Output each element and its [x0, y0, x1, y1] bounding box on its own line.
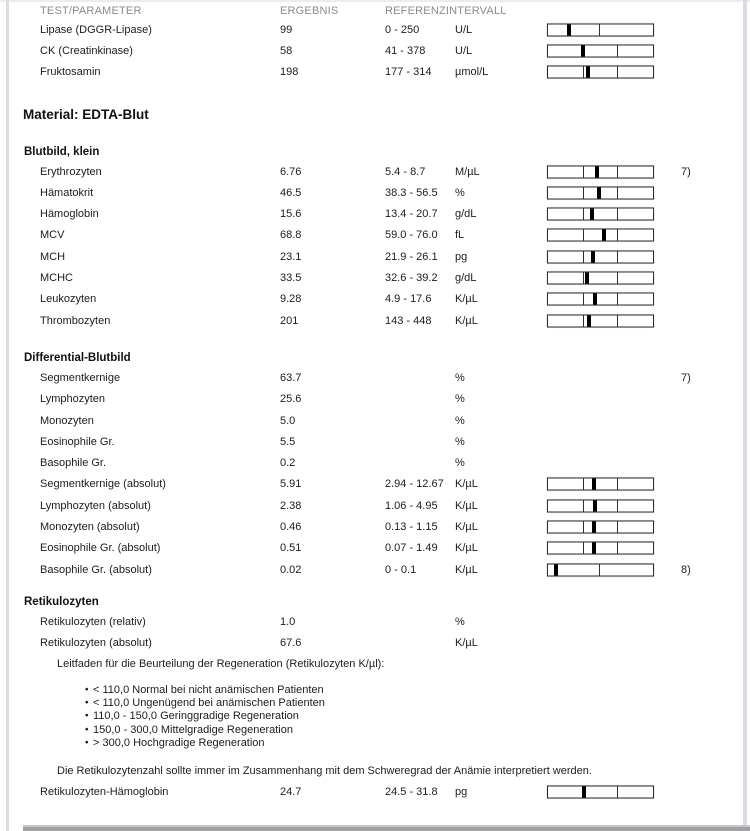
guideline-intro-text: Leitfaden für die Beurteilung der Regeneration (Retikulozyten K/µl):	[57, 658, 385, 671]
chemistry-rows	[0, 19, 742, 83]
guideline-text: < 110,0 Normal bei nicht anämischen Patienten	[93, 683, 324, 696]
section-differential	[0, 350, 742, 580]
result-sections	[0, 144, 742, 803]
test-name: Retikulozyten (absolut)	[40, 637, 152, 650]
reference-range-bar	[547, 314, 654, 327]
unit-label: U/L	[455, 23, 473, 36]
reference-range-bar	[547, 563, 654, 576]
test-result: 63.7	[280, 371, 302, 384]
footnote-marker: 7)	[681, 371, 691, 384]
test-name: Thrombozyten	[40, 314, 111, 327]
unit-label: g/dL	[455, 272, 477, 285]
test-name: Retikulozyten-Hämoglobin	[40, 786, 169, 799]
reference-range-bar	[547, 44, 654, 57]
result-marker	[590, 209, 594, 220]
reference-range: 38.3 - 56.5	[385, 186, 438, 199]
result-marker	[582, 787, 586, 798]
test-result: 0.02	[280, 563, 302, 576]
test-row	[0, 161, 742, 182]
reference-range-bar	[547, 186, 654, 199]
test-row	[0, 611, 742, 632]
range-divider-line	[583, 294, 584, 305]
bullet-icon: •	[85, 684, 89, 696]
range-divider-line	[617, 787, 618, 798]
test-result: 2.38	[280, 499, 302, 512]
unit-label: %	[455, 435, 465, 448]
unit-label: K/µL	[455, 478, 478, 491]
unit-label: K/µL	[455, 637, 478, 650]
unit-label: K/µL	[455, 499, 478, 512]
reference-range: 5.4 - 8.7	[385, 165, 426, 178]
reference-range: 143 - 448	[385, 314, 432, 327]
range-divider-line	[583, 315, 584, 326]
result-marker	[593, 500, 597, 511]
test-row	[0, 62, 742, 83]
range-divider-line	[583, 273, 584, 284]
range-divider-line	[617, 273, 618, 284]
guideline-item	[0, 723, 742, 736]
test-row	[0, 781, 742, 802]
result-marker	[581, 45, 585, 56]
reference-range-bar	[547, 208, 654, 221]
reference-range-bar	[547, 250, 654, 263]
unit-label: K/µL	[455, 563, 478, 576]
test-result: 5.91	[280, 478, 302, 491]
guideline-note-text: Die Retikulozytenzahl sollte immer im Zusammenhang mit dem Schweregrad der Anämie interpretiert werden.	[57, 764, 592, 777]
bullet-icon: •	[85, 724, 89, 736]
test-name: Segmentkernige	[40, 371, 121, 384]
test-row	[0, 516, 742, 537]
test-name: Lymphozyten (absolut)	[40, 499, 151, 512]
range-divider-line	[599, 564, 600, 575]
guideline-list	[0, 683, 742, 749]
test-result: 9.28	[280, 293, 302, 306]
result-marker	[567, 24, 571, 35]
guideline-text: 110,0 - 150,0 Geringgradige Regeneration	[93, 710, 299, 723]
test-row	[0, 182, 742, 203]
test-row	[0, 452, 742, 473]
reference-range: 0.13 - 1.15	[385, 520, 438, 533]
test-row	[0, 246, 742, 267]
guideline-text: > 300,0 Hochgradige Regeneration	[93, 736, 265, 749]
page-bottom-separator	[23, 825, 750, 831]
test-name: Lymphozyten	[40, 393, 106, 406]
unit-label: %	[455, 615, 465, 628]
unit-label: %	[455, 457, 465, 470]
test-row	[0, 410, 742, 431]
column-header-result: ERGEBNIS	[280, 5, 339, 17]
test-name: Hämatokrit	[40, 186, 94, 199]
table-header-row	[0, 3, 742, 19]
test-result: 198	[280, 66, 299, 79]
range-divider-line	[617, 67, 618, 78]
test-name: Basophile Gr. (absolut)	[40, 563, 152, 576]
test-result: 99	[280, 23, 293, 36]
guideline-item	[0, 683, 742, 696]
section-title: Blutbild, klein	[24, 145, 100, 158]
unit-label: %	[455, 371, 465, 384]
reference-range-bar	[547, 165, 654, 178]
test-name: Hämoglobin	[40, 208, 99, 221]
result-marker	[585, 273, 589, 284]
result-marker	[593, 294, 597, 305]
range-divider-line	[583, 479, 584, 490]
test-result: 5.0	[280, 414, 296, 427]
test-name: Segmentkernige (absolut)	[40, 478, 166, 491]
reference-range: 24.5 - 31.8	[385, 786, 438, 799]
range-divider-line	[617, 294, 618, 305]
test-result: 5.5	[280, 435, 296, 448]
reference-range: 0 - 0.1	[385, 563, 417, 576]
reference-range-bar	[547, 520, 654, 533]
test-row	[0, 203, 742, 224]
test-result: 1.0	[280, 615, 296, 628]
test-name: Erythrozyten	[40, 165, 102, 178]
lab-report-page	[0, 3, 742, 803]
result-marker	[595, 166, 599, 177]
range-divider-line	[583, 67, 584, 78]
test-row	[0, 19, 742, 40]
unit-label: M/µL	[455, 165, 480, 178]
result-marker	[554, 564, 558, 575]
range-divider-line	[617, 543, 618, 554]
test-result: 0.46	[280, 520, 302, 533]
range-divider-line	[617, 230, 618, 241]
test-result: 67.6	[280, 637, 302, 650]
test-row	[0, 40, 742, 61]
test-row	[0, 389, 742, 410]
test-result: 25.6	[280, 393, 302, 406]
result-marker	[597, 187, 601, 198]
unit-label: pg	[455, 786, 468, 799]
reference-range: 59.0 - 76.0	[385, 229, 438, 242]
test-name: Basophile Gr.	[40, 457, 107, 470]
test-row	[0, 559, 742, 580]
test-name: MCH	[40, 250, 66, 263]
reference-range-bar	[547, 229, 654, 242]
test-result: 33.5	[280, 272, 302, 285]
test-result: 0.51	[280, 542, 302, 555]
unit-label: g/dL	[455, 208, 477, 221]
test-row	[0, 495, 742, 516]
page-right-edge	[743, 0, 747, 831]
guideline-text: < 110,0 Ungenügend bei anämischen Patienten	[93, 697, 325, 710]
test-name: Monozyten (absolut)	[40, 520, 140, 533]
range-divider-line	[617, 187, 618, 198]
result-marker	[587, 315, 591, 326]
range-divider-line	[617, 500, 618, 511]
reference-range-bar	[547, 23, 654, 36]
guideline-item	[0, 736, 742, 749]
test-name: MCHC	[40, 272, 73, 285]
guideline-text: 150,0 - 300,0 Mittelgradige Regeneration	[93, 723, 293, 736]
unit-label: µmol/L	[455, 66, 489, 79]
test-name: Fruktosamin	[40, 66, 101, 79]
test-name: Lipase (DGGR-Lipase)	[40, 23, 152, 36]
reference-range-bar	[547, 499, 654, 512]
reference-range: 1.06 - 4.95	[385, 499, 438, 512]
test-name: Eosinophile Gr. (absolut)	[40, 542, 161, 555]
reference-range: 4.9 - 17.6	[385, 293, 432, 306]
bullet-icon: •	[85, 697, 89, 709]
unit-label: K/µL	[455, 520, 478, 533]
range-divider-line	[617, 45, 618, 56]
result-marker	[592, 543, 596, 554]
guideline-intro-row	[0, 654, 742, 675]
test-row	[0, 367, 742, 388]
section-title: Differential-Blutbild	[24, 352, 131, 365]
test-name: Retikulozyten (relativ)	[40, 615, 146, 628]
range-divider-line	[599, 24, 600, 35]
test-result: 201	[280, 314, 299, 327]
footnote-marker: 7)	[681, 165, 691, 178]
page-top-edge	[0, 0, 750, 2]
test-result: 46.5	[280, 186, 302, 199]
test-row	[0, 538, 742, 559]
reference-range: 177 - 314	[385, 66, 432, 79]
test-result: 58	[280, 44, 293, 57]
range-divider-line	[583, 209, 584, 220]
range-divider-line	[583, 521, 584, 532]
range-divider-line	[617, 479, 618, 490]
material-heading: Material: EDTA-Blut	[23, 106, 149, 122]
unit-label: %	[455, 414, 465, 427]
test-result: 23.1	[280, 250, 302, 263]
test-row	[0, 289, 742, 310]
section-title: Retikulozyten	[24, 596, 99, 609]
range-divider-line	[617, 209, 618, 220]
test-name: Monozyten	[40, 414, 94, 427]
test-name: MCV	[40, 229, 65, 242]
test-row	[0, 431, 742, 452]
test-row	[0, 225, 742, 246]
guideline-item	[0, 710, 742, 723]
unit-label: K/µL	[455, 314, 478, 327]
reference-range: 13.4 - 20.7	[385, 208, 438, 221]
unit-label: %	[455, 186, 465, 199]
reference-range: 32.6 - 39.2	[385, 272, 438, 285]
reference-range: 0 - 250	[385, 23, 420, 36]
test-name: Leukozyten	[40, 293, 97, 306]
test-result: 0.2	[280, 457, 296, 470]
test-result: 6.76	[280, 165, 302, 178]
test-result: 24.7	[280, 786, 302, 799]
unit-label: pg	[455, 250, 468, 263]
guideline-item	[0, 696, 742, 709]
reference-range-bar	[547, 66, 654, 79]
result-marker	[586, 67, 590, 78]
unit-label: %	[455, 393, 465, 406]
reference-range: 2.94 - 12.67	[385, 478, 444, 491]
range-divider-line	[617, 166, 618, 177]
unit-label: U/L	[455, 44, 473, 57]
section-blutbild	[0, 144, 742, 331]
test-row	[0, 310, 742, 331]
guideline-note-row	[0, 760, 742, 781]
range-divider-line	[583, 166, 584, 177]
result-marker	[602, 230, 606, 241]
test-name: CK (Creatinkinase)	[40, 44, 133, 57]
result-marker	[592, 479, 596, 490]
column-header-test: TEST/PARAMETER	[40, 5, 142, 17]
result-marker	[591, 251, 595, 262]
unit-label: fL	[455, 229, 465, 242]
reference-range-bar	[547, 786, 654, 799]
range-divider-line	[583, 230, 584, 241]
result-marker	[592, 521, 596, 532]
range-divider-line	[583, 187, 584, 198]
range-divider-line	[617, 521, 618, 532]
test-name: Eosinophile Gr.	[40, 435, 115, 448]
unit-label: K/µL	[455, 293, 478, 306]
bullet-icon: •	[85, 737, 89, 749]
bullet-icon: •	[85, 710, 89, 722]
reference-range: 21.9 - 26.1	[385, 250, 438, 263]
test-result: 68.8	[280, 229, 302, 242]
section-retikulozyten	[0, 594, 742, 802]
reference-range-bar	[547, 272, 654, 285]
test-row	[0, 267, 742, 288]
test-row	[0, 474, 742, 495]
range-divider-line	[617, 315, 618, 326]
test-row	[0, 633, 742, 654]
reference-range-bar	[547, 293, 654, 306]
column-header-interval: REFERENZINTERVALL	[385, 5, 507, 17]
range-divider-line	[583, 543, 584, 554]
unit-label: K/µL	[455, 542, 478, 555]
reference-range: 41 - 378	[385, 44, 426, 57]
reference-range-bar	[547, 478, 654, 491]
reference-range-bar	[547, 542, 654, 555]
reference-range: 0.07 - 1.49	[385, 542, 438, 555]
test-result: 15.6	[280, 208, 302, 221]
footnote-marker: 8)	[681, 563, 691, 576]
range-divider-line	[583, 251, 584, 262]
range-divider-line	[583, 500, 584, 511]
range-divider-line	[617, 251, 618, 262]
